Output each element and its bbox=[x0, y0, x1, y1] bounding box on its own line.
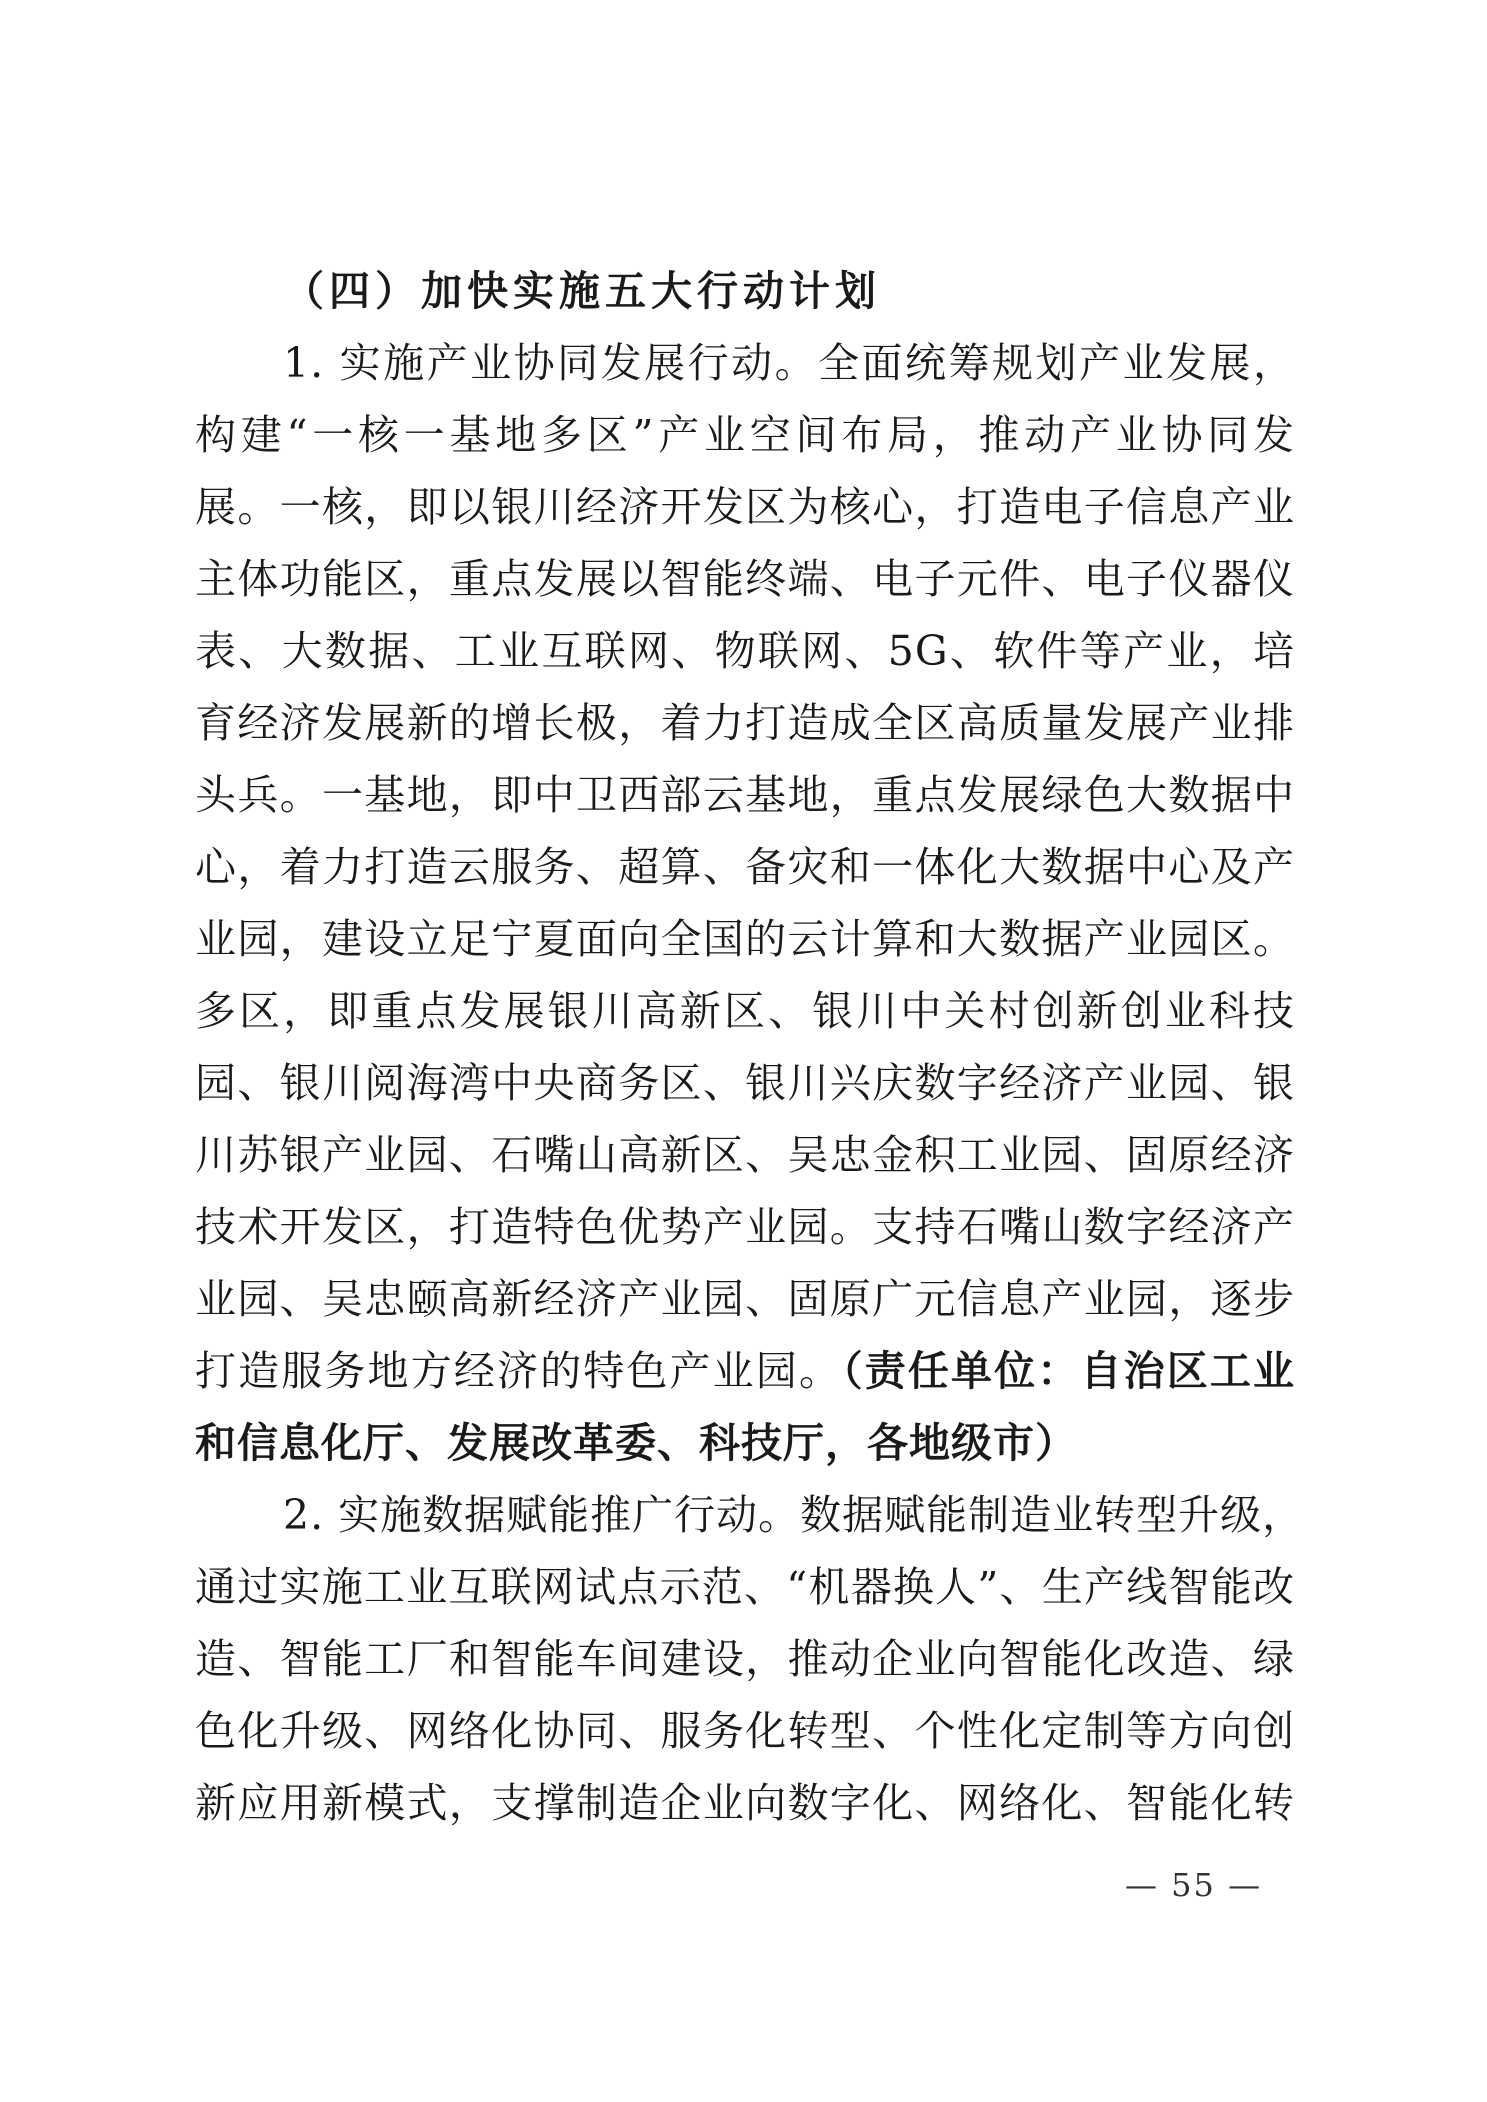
paragraph-line: 表、大数据、工业互联网、物联网、5G、软件等产业，培 bbox=[195, 627, 1295, 675]
paragraph-line bbox=[195, 1335, 1295, 1407]
paragraph-line: 心，着力打造云服务、超算、备灾和一体化大数据中心及产 bbox=[195, 843, 1295, 891]
paragraph-text: 打造服务地方经济的特色产业园。 bbox=[195, 1347, 843, 1395]
paragraph-line: 技术开发区，打造特色优势产业园。支持石嘴山数字经济产 bbox=[195, 1203, 1295, 1251]
paragraph-line: 构建“一核一基地多区”产业空间布局，推动产业协同发 bbox=[195, 411, 1295, 459]
paragraph-line: 育经济发展新的增长极，着力打造成全区高质量发展产业排 bbox=[195, 699, 1295, 747]
responsible-units-start: （责任单位：自治区工业 bbox=[842, 1347, 1296, 1395]
paragraph-line: 2. 实施数据赋能推广行动。数据赋能制造业转型升级， bbox=[283, 1491, 1305, 1539]
paragraph-line: 造、智能工厂和智能车间建设，推动企业向智能化改造、绿 bbox=[195, 1635, 1295, 1683]
paragraph-line: 业园、吴忠颐高新经济产业园、固原广元信息产业园，逐步 bbox=[195, 1275, 1295, 1323]
section-heading: （四）加快实施五大行动计划 bbox=[283, 267, 881, 315]
page-number: — 55 — bbox=[1125, 1866, 1263, 1904]
responsible-units-end: 和信息化厅、发展改革委、科技厅，各地级市） bbox=[195, 1419, 1077, 1467]
paragraph-line: 1. 实施产业协同发展行动。全面统筹规划产业发展， bbox=[283, 339, 1295, 387]
paragraph-line: 色化升级、网络化协同、服务化转型、个性化定制等方向创 bbox=[195, 1707, 1295, 1755]
paragraph-line: 头兵。一基地，即中卫西部云基地，重点发展绿色大数据中 bbox=[195, 771, 1295, 819]
paragraph-line: 园、银川阅海湾中央商务区、银川兴庆数字经济产业园、银 bbox=[195, 1059, 1295, 1107]
paragraph-line: 新应用新模式，支撑制造企业向数字化、网络化、智能化转 bbox=[195, 1779, 1295, 1827]
paragraph-line: 业园，建设立足宁夏面向全国的云计算和大数据产业园区。 bbox=[195, 915, 1295, 963]
paragraph-line: 展。一核，即以银川经济开发区为核心，打造电子信息产业 bbox=[195, 483, 1295, 531]
paragraph-line: 通过实施工业互联网试点示范、“机器换人”、生产线智能改 bbox=[195, 1563, 1295, 1611]
paragraph-line: 多区，即重点发展银川高新区、银川中关村创新创业科技 bbox=[195, 987, 1295, 1035]
paragraph-line: 川苏银产业园、石嘴山高新区、吴忠金积工业园、固原经济 bbox=[195, 1131, 1295, 1179]
paragraph-line: 主体功能区，重点发展以智能终端、电子元件、电子仪器仪 bbox=[195, 555, 1295, 603]
